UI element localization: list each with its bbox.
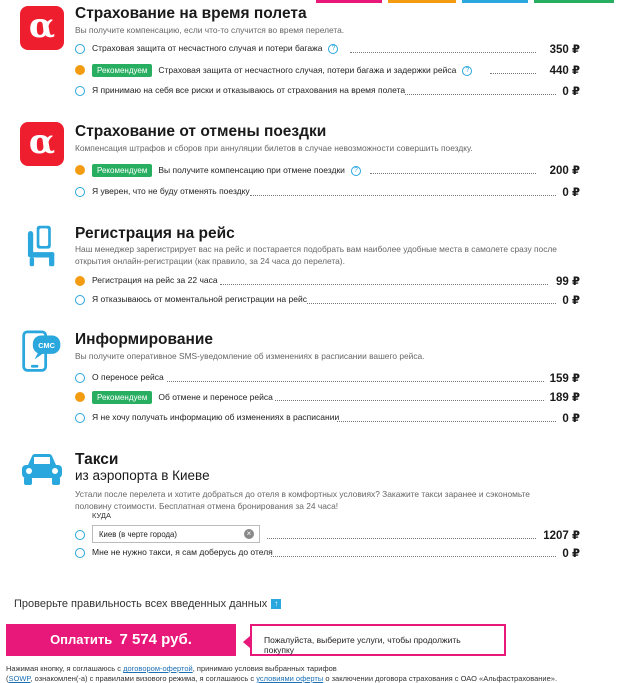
sowp-link[interactable]: SOWP xyxy=(8,674,31,683)
destination-value: Киев (в черте города) xyxy=(99,530,177,539)
option-row[interactable] xyxy=(75,528,580,542)
option-row[interactable] xyxy=(75,274,580,288)
alfa-logo-icon: α xyxy=(20,6,64,50)
option-row[interactable] xyxy=(75,546,580,560)
section-title: Регистрация на рейс xyxy=(75,225,235,242)
option-radio[interactable] xyxy=(75,548,85,558)
dotted-leader xyxy=(167,381,544,382)
option-radio[interactable] xyxy=(75,44,85,54)
option-price: 189 ₽ xyxy=(549,392,580,404)
arrow-up-icon: ↑ xyxy=(271,599,281,609)
option-label: Мне не нужно такси, я сам доберусь до отеля xyxy=(92,547,273,557)
dotted-leader xyxy=(250,195,556,196)
option-row[interactable] xyxy=(75,163,580,177)
option-radio[interactable] xyxy=(75,86,85,96)
dotted-leader xyxy=(490,73,536,74)
option-radio[interactable] xyxy=(75,187,85,197)
option-price: 0 ₽ xyxy=(562,86,580,98)
option-radio-selected[interactable] xyxy=(75,276,85,286)
option-label: Страховая защита от несчастного случая и потери багажа xyxy=(92,43,323,53)
option-row[interactable] xyxy=(75,390,580,404)
section-subtitle: из аэропорта в Киеве xyxy=(75,468,210,483)
dotted-leader xyxy=(271,556,556,557)
sms-phone-icon xyxy=(20,330,64,374)
recommended-badge: Рекомендуем xyxy=(92,64,152,77)
offer-contract-link[interactable]: договором-офертой xyxy=(123,664,193,673)
sms-icon-text: СМС xyxy=(38,340,55,350)
option-radio[interactable] xyxy=(75,295,85,305)
section-description: Устали после перелета и хотите добраться до отеля в комфортных условиях? Закажите такси заранее и сэкономьте половину стоимости. Бесплатная отмена бронирования за 24 часа! xyxy=(75,489,530,511)
pay-amount: 7 574 руб. xyxy=(119,631,192,648)
taxi-car-icon xyxy=(20,448,64,492)
section-description: Вы получите оперативное SMS-уведомление об изменениях в расписании вашего рейса. xyxy=(75,351,425,361)
option-label: Я уверен, что не буду отменять поездку xyxy=(92,186,250,196)
option-row[interactable] xyxy=(75,185,580,199)
option-row[interactable] xyxy=(75,411,580,425)
option-label: Об отмене и переносе рейса xyxy=(158,391,273,402)
recommended-badge: Рекомендуем xyxy=(92,164,152,177)
option-row[interactable] xyxy=(75,84,580,98)
recommended-badge: Рекомендуем xyxy=(92,391,152,404)
option-price: 0 ₽ xyxy=(562,187,580,199)
dotted-leader xyxy=(220,284,548,285)
alfa-logo-icon: α xyxy=(20,122,64,166)
option-label: О переносе рейса xyxy=(92,372,164,382)
footer-text: о заключении договора страхования с ОАО «Альфастрахование». xyxy=(323,674,558,683)
select-services-notice: Пожалуйста, выберите услуги, чтобы продолжить покупку xyxy=(250,624,506,656)
option-price: 440 ₽ xyxy=(549,65,580,77)
seat-icon xyxy=(20,224,64,268)
option-price: 0 ₽ xyxy=(562,413,580,425)
footer-text: Нажимая кнопку, я соглашаюсь с xyxy=(6,664,124,673)
verify-data-link[interactable] xyxy=(14,598,281,610)
option-price: 350 ₽ xyxy=(549,44,580,56)
option-price: 200 ₽ xyxy=(549,165,580,177)
dotted-leader xyxy=(267,538,536,539)
section-title: Страхование от отмены поездки xyxy=(75,123,327,140)
dotted-leader xyxy=(370,173,536,174)
option-label: Я отказываюсь от моментальной регистрации на рейс xyxy=(92,294,307,304)
option-radio[interactable] xyxy=(75,373,85,383)
section-title: Страхование на время полета xyxy=(75,5,307,22)
option-label: Я не хочу получать информацию об изменениях в расписании xyxy=(92,412,340,422)
footer-text: , принимаю условия выбранных тарифов xyxy=(192,664,337,673)
section-title: Информирование xyxy=(75,331,213,348)
option-radio[interactable] xyxy=(75,413,85,423)
help-icon[interactable]: ? xyxy=(351,166,361,176)
section-title: Такси xyxy=(75,451,119,468)
option-label: Я принимаю на себя все риски и отказываюсь от страхования на время полета xyxy=(92,85,406,95)
terms-footer: Нажимая кнопку, я соглашаюсь с договором-офертой, принимаю условия выбранных тарифов (SOWP, ознакомлен(-а) с правилами визового режима, я соглашаюсь с условиями оферты о заключении договора страхования с ОАО «Альфастрахование». xyxy=(6,664,558,683)
option-row[interactable] xyxy=(75,63,580,77)
option-price: 159 ₽ xyxy=(549,373,580,385)
verify-link-label: Проверьте правильность всех введенных данных xyxy=(14,598,268,610)
dotted-leader xyxy=(405,94,556,95)
option-label: Вы получите компенсацию при отмене поездки xyxy=(158,164,345,175)
section-description: Компенсация штрафов и сборов при аннуляции билетов в случае невозможности совершить поездку. xyxy=(75,143,473,153)
dotted-leader xyxy=(337,421,556,422)
pay-button[interactable] xyxy=(6,624,236,656)
dotted-leader xyxy=(307,303,556,304)
option-price: 99 ₽ xyxy=(556,276,580,288)
footer-text: , ознакомлен(-а) с правилами визового режима, я соглашаюсь с xyxy=(30,674,257,683)
section-description: Наш менеджер зарегистрирует вас на рейс и постарается подобрать вам наиболее удобные места в самолете сразу после открытия онлайн-регистрации (как правило, за 24 часа до перелета). xyxy=(75,244,557,266)
section-description: Вы получите компенсацию, если что-то случится во время перелета. xyxy=(75,25,345,35)
option-price: 1207 ₽ xyxy=(543,530,580,542)
dotted-leader xyxy=(275,400,544,401)
option-price: 0 ₽ xyxy=(562,295,580,307)
help-icon[interactable]: ? xyxy=(328,44,338,54)
help-icon[interactable]: ? xyxy=(462,66,472,76)
option-price: 0 ₽ xyxy=(562,548,580,560)
option-radio-selected[interactable] xyxy=(75,165,85,175)
destination-label: КУДА xyxy=(92,511,111,520)
offer-terms-link[interactable]: условиями оферты xyxy=(256,674,324,683)
option-row[interactable] xyxy=(75,371,580,385)
pay-button-label: Оплатить xyxy=(50,632,113,647)
dotted-leader xyxy=(350,52,536,53)
option-label: Регистрация на рейс за 22 часа xyxy=(92,275,218,285)
option-radio-selected[interactable] xyxy=(75,65,85,75)
clear-icon[interactable]: × xyxy=(244,529,254,539)
option-row[interactable] xyxy=(75,42,580,56)
option-radio[interactable] xyxy=(75,530,85,540)
option-radio-selected[interactable] xyxy=(75,392,85,402)
option-label: Страховая защита от несчастного случая, потери багажа и задержки рейса xyxy=(158,64,457,75)
top-color-bars xyxy=(0,0,620,4)
option-row[interactable] xyxy=(75,293,580,307)
